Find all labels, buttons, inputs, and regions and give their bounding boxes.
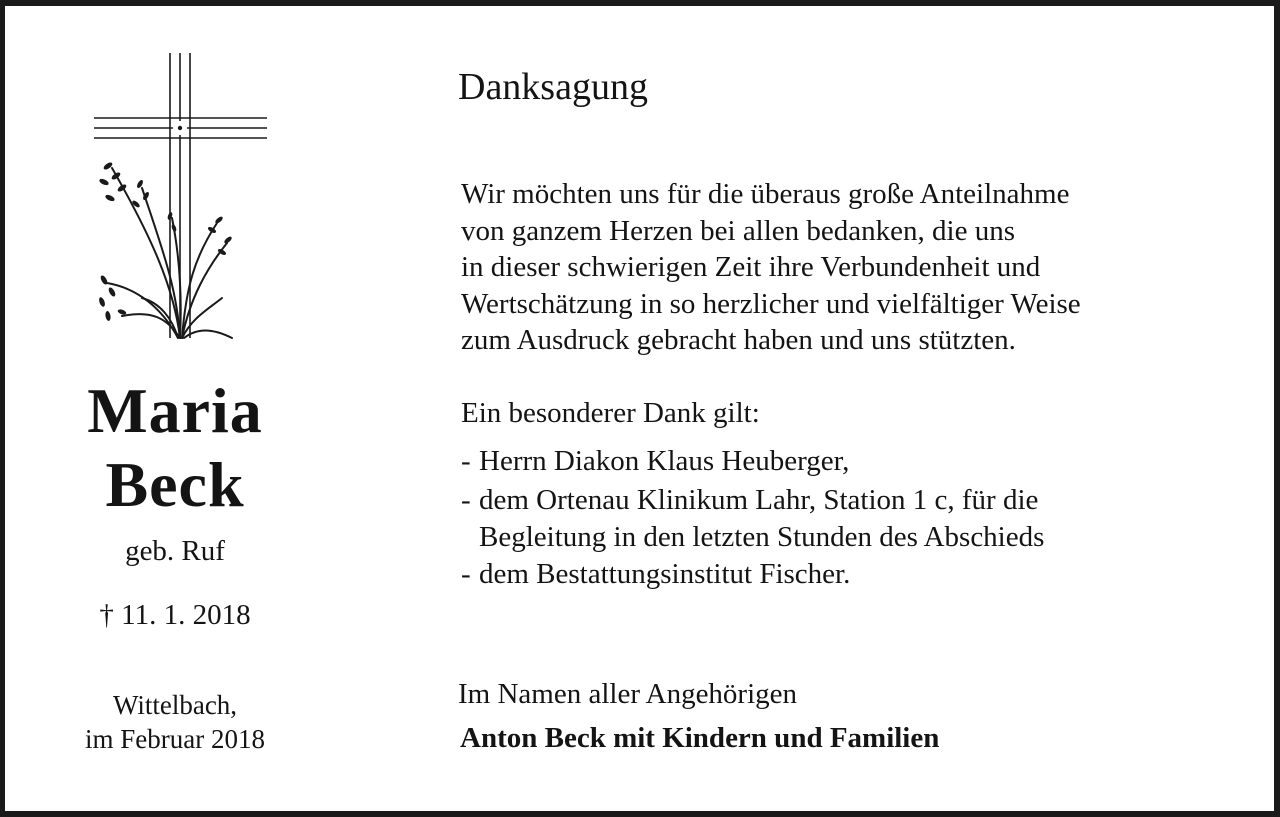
place-city: Wittelbach,: [112, 690, 238, 720]
list-item-text: Begleitung in den letzten Stunden des Abschieds: [479, 521, 1045, 553]
thanks-list: [461, 443, 1044, 593]
list-item: [461, 443, 1044, 480]
family-signature: Anton Beck mit Kindern und Familien: [460, 722, 940, 754]
cross-with-grass-icon: [82, 48, 272, 348]
family-intro: Im Namen aller Angehörigen: [458, 678, 798, 710]
maiden-name: geb. Ruf: [125, 535, 225, 567]
thanks-paragraph: [461, 176, 1221, 359]
paragraph-line: Wertschätzung in so herzlicher und vielfältiger Weise: [461, 287, 1081, 320]
place-date: im Februar 2018: [85, 724, 265, 754]
deceased-last-name: Beck: [105, 449, 245, 520]
list-item: [461, 482, 1044, 556]
notice-title: Danksagung: [458, 66, 648, 108]
list-dash: -: [461, 558, 471, 590]
paragraph-line: Wir möchten uns für die überaus große Anteilnahme: [461, 178, 1070, 210]
special-thanks-intro: Ein besonderer Dank gilt:: [461, 397, 760, 429]
list-item-text: dem Ortenau Klinikum Lahr, Station 1 c, für die: [479, 484, 1039, 516]
death-date: † 11. 1. 2018: [99, 599, 251, 631]
paragraph-line: zum Ausdruck gebracht haben und uns stützten.: [461, 324, 1016, 356]
list-item-text: dem Bestattungsinstitut Fischer.: [479, 558, 851, 590]
list-item: [461, 556, 1044, 593]
deceased-first-name: Maria: [87, 375, 263, 446]
paragraph-line: in dieser schwierigen Zeit ihre Verbundenheit und: [461, 251, 1041, 283]
list-item-text: Herrn Diakon Klaus Heuberger,: [479, 445, 850, 477]
list-dash: -: [461, 445, 471, 477]
list-dash: -: [461, 484, 471, 516]
paragraph-line: von ganzem Herzen bei allen bedanken, die uns: [461, 214, 1016, 247]
